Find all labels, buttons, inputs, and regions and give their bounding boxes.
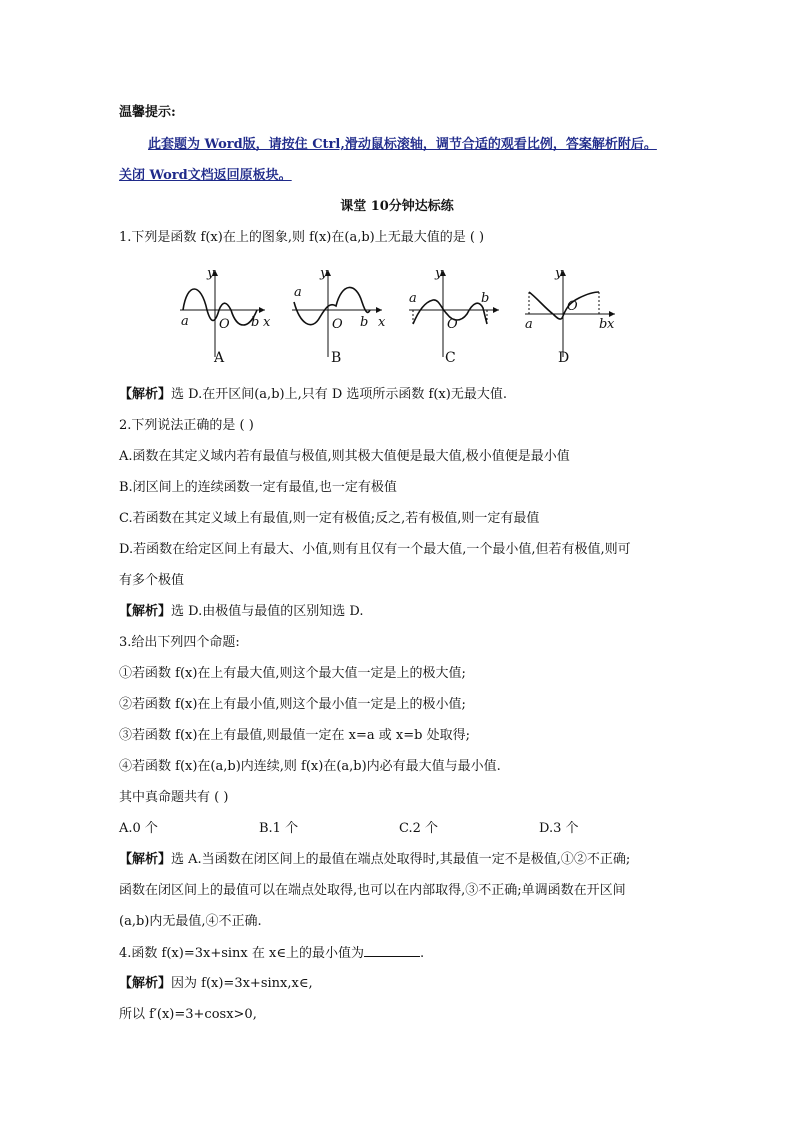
q3-prop-1: ①若函数 f(x)在上有最大值,则这个最大值一定是上的极大值;: [119, 666, 466, 681]
q2-analysis: [119, 603, 363, 621]
analysis-tag: 【解析】: [119, 604, 172, 619]
figure-label-b: B: [331, 350, 342, 366]
q3-prop-4: ④若函数 f(x)在(a,b)内连续,则 f(x)在(a,b)内必有最大值与最小值.: [119, 759, 501, 774]
axis-label-b: b: [251, 315, 260, 330]
axis-label-o: O: [567, 299, 578, 314]
q3-choice-b: B.1 个: [259, 821, 299, 836]
q3-prop-3: ③若函数 f(x)在上有最值,则最值一定在 x=a 或 x=b 处取得;: [119, 728, 470, 743]
axis-label-y: y: [555, 266, 563, 281]
figure-label-c: C: [445, 350, 456, 366]
graph-b: [292, 266, 386, 357]
analysis-tag: 【解析】: [119, 852, 172, 867]
axis-label-b: b: [360, 315, 369, 330]
axis-label-y: y: [207, 266, 215, 281]
figure-label-d: D: [558, 350, 570, 366]
axis-label-x: x: [263, 315, 271, 330]
q4-analysis: [119, 975, 313, 993]
axis-label-a: a: [181, 314, 189, 329]
axis-label-y: y: [320, 266, 328, 281]
axis-label-a: a: [409, 291, 417, 306]
axis-label-x: x: [378, 315, 386, 330]
q4-stem-end: .: [419, 946, 425, 961]
q3-analysis-cont-1: 函数在闭区间上的最值可以在端点处取得,也可以在内部取得,③不正确;单调函数在开区间: [119, 883, 626, 898]
q3-prop-2: ②若函数 f(x)在上有最小值,则这个最小值一定是上的极小值;: [119, 697, 466, 712]
q4-stem: [119, 944, 424, 963]
q4-answer-blank: [364, 944, 420, 957]
axis-label-o: O: [332, 317, 343, 332]
axis-label-o: O: [447, 317, 458, 332]
q2-option-d-cont: 有多个极值: [119, 573, 185, 588]
q2-stem: 2.下列说法正确的是 ( ): [119, 418, 254, 433]
analysis-text: 选 D.在开区间(a,b)上,只有 D 选项所示函数 f(x)无最大值.: [171, 387, 507, 402]
q2-option-b: B.闭区间上的连续函数一定有最值,也一定有极值: [119, 480, 397, 495]
q3-ask: 其中真命题共有 ( ): [119, 790, 229, 805]
q3-choice-c: C.2 个: [399, 821, 439, 836]
q3-choice-d: D.3 个: [539, 821, 579, 836]
q1-analysis: [119, 386, 507, 404]
section-title: 课堂 10分钟达标练: [340, 199, 454, 214]
q2-option-a: A.函数在其定义域内若有最值与极值,则其极大值便是最大值,极小值便是最小值: [119, 449, 570, 464]
q1-stem: 1.下列是函数 f(x)在上的图象,则 f(x)在(a,b)上无最大值的是 ( ): [119, 230, 485, 245]
analysis-tag: 【解析】: [119, 387, 172, 402]
axis-label-b: b: [599, 317, 608, 332]
analysis-text: 因为 f(x)=3x+sinx,x∈,: [171, 976, 313, 991]
axis-label-a: a: [525, 317, 533, 332]
axis-label-x: x: [607, 317, 615, 332]
axis-label-b: b: [481, 291, 490, 306]
tips-title: 温馨提示:: [119, 105, 176, 120]
analysis-text: 选 A.当函数在闭区间上的最值在端点处取得时,其最值一定不是极值,①②不正确;: [171, 852, 631, 867]
analysis-tag: 【解析】: [119, 976, 172, 991]
q3-stem: 3.给出下列四个命题:: [119, 635, 240, 650]
graph-d: [525, 266, 615, 357]
axis-label-a: a: [294, 285, 302, 300]
graph-c: [409, 266, 499, 357]
q4-analysis-cont: 所以 f′(x)=3+cosx>0,: [119, 1007, 257, 1022]
q3-analysis: [119, 851, 630, 869]
figure-label-a: A: [214, 350, 225, 366]
q2-option-d: D.若函数在给定区间上有最大、小值,则有且仅有一个最大值,一个最小值,但若有极值,则可: [119, 542, 631, 557]
tips-line-2[interactable]: 关闭 Word文档返回原板块。: [119, 168, 292, 183]
q2-option-c: C.若函数在其定义域上有最值,则一定有极值;反之,若有极值,则一定有最值: [119, 511, 540, 526]
graph-a: [180, 266, 271, 357]
q3-analysis-cont-2: (a,b)内无最值,④不正确.: [119, 914, 262, 929]
q3-choice-a: A.0 个: [119, 821, 158, 836]
q4-stem-text: 4.函数 f(x)=3x+sinx 在 x∈上的最小值为: [119, 946, 364, 961]
axis-label-y: y: [435, 266, 443, 281]
tips-line-1[interactable]: 此套题为 Word版，请按住 Ctrl,滑动鼠标滚轴，调节合适的观看比例，答案解析附后。: [148, 137, 657, 152]
analysis-text: 选 D.由极值与最值的区别知选 D.: [171, 604, 364, 619]
axis-label-o: O: [219, 317, 230, 332]
